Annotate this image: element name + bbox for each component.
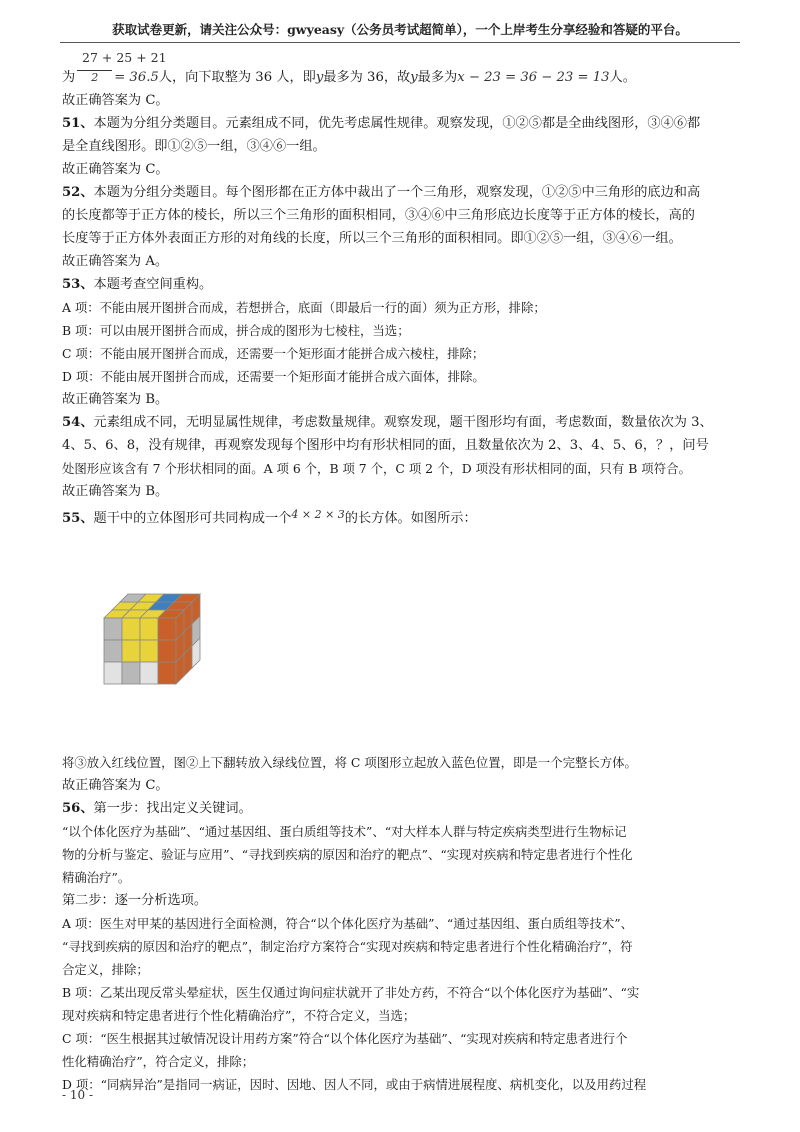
q55-answer: 故正确答案为 C。 [62, 778, 169, 793]
q54-line-3: 处图形应该含有 7 个形状相同的面。A 项 6 个，B 项 7 个，C 项 2 个，D 项没有形状相同的面，只有 B 项符合。 [62, 461, 691, 476]
q54-line-2: 4、5、6、8，没有规律，再观察发现每个图形中均有形状相同的面，且数量依次为 2、3、4、5、6，？，问号 [62, 438, 709, 453]
q52-line-1 [62, 181, 742, 204]
q56-option-a-1: A 项：医生对甲某的基因进行全面检测，符合“以个体化医疗为基础”、“通过基因组、蛋白质组等技术”、 [62, 916, 634, 931]
q53-intro-text: 本题考查空间重构。 [93, 277, 213, 292]
q52-line-3: 长度等于正方体外表面正方形的对角线的长度，所以三个三角形的面积相同。即①②⑤一组，③④⑥一组。 [62, 231, 682, 246]
q50-text-a: 人，向下取整为 36 人，即 [158, 70, 316, 85]
q50-formula: x − 23 = 36 − 23 = 13 [457, 70, 610, 85]
cuboid-front-face [104, 618, 176, 684]
q54-answer: 故正确答案为 B。 [62, 484, 169, 499]
q54-text: 元素组成不同，无明显属性规律，考虑数量规律。观察发现，题干图形均有面，考虑数面，数量依次为 3、 [93, 415, 713, 430]
page-content [62, 50, 742, 1096]
q52-number: 52、 [62, 185, 94, 200]
q54-number: 54、 [62, 415, 94, 430]
q50-line [62, 66, 742, 89]
q56-option-d-1: D 项：“同病异治”是指同一病证，因时、因地、因人不同，或由于病情进展程度、病机变化，以及用药过程 [62, 1077, 647, 1092]
q53-answer: 故正确答案为 B。 [62, 392, 169, 407]
q56-option-b-2: 现对疾病和特定患者进行个性化精确治疗”，不符合定义，当选； [62, 1008, 416, 1023]
q56-keywords-1: “以个体化医疗为基础”、“通过基因组、蛋白质组等技术”、“对大样本人群与特定疾病类型进行生物标记 [62, 824, 627, 839]
q56-option-a-2: “寻找到疾病的原因和治疗的靶点”，制定治疗方案符合“实现对疾病和特定患者进行个性化精确治疗”，符 [62, 939, 633, 954]
fraction-equals: = 36.5 [114, 70, 159, 85]
q52-line-2: 的长度都等于正方体的棱长，所以三个三角形的面积相同，③④⑥中三角形底边长度等于正方体的棱长，高的 [62, 208, 695, 223]
q51-text: 本题为分组分类题目。元素组成不同，优先考虑属性规律。观察发现，①②⑤都是全曲线图形，③④⑥都 [93, 116, 701, 131]
fraction-block [62, 50, 742, 66]
q55-explain: 将③放入红线位置，图②上下翻转放入绿线位置，将 C 项图形立起放入蓝色位置，即是一个完整长方体。 [62, 755, 637, 770]
q55-dims: 4 × 2 × 3 [291, 508, 345, 521]
q50-text-b: 最多为 36，故 [323, 70, 411, 85]
q50-text-d: 人。 [609, 70, 636, 85]
q52-answer: 故正确答案为 A。 [62, 254, 169, 269]
q53-number: 53、 [62, 277, 94, 292]
q56-step1 [62, 797, 742, 820]
q55-line-1 [62, 503, 742, 526]
fraction-numerator: 27 + 25 + 21 [82, 50, 167, 65]
q51-number: 51、 [62, 116, 94, 131]
q50-text-c: 最多为 [417, 70, 458, 85]
q52-text: 本题为分组分类题目。每个图形都在正方体中裁出了一个三角形，观察发现，①②⑤中三角形的底边和高 [93, 185, 701, 200]
q56-option-c-2: 性化精确治疗”，符合定义，排除； [62, 1054, 255, 1069]
q51-line-1 [62, 112, 742, 135]
q53-option-a: A 项：不能由展开图拼合而成，若想拼合，底面（即最后一行的面）须为正方形，排除； [62, 300, 546, 315]
header-note: 获取试卷更新，请关注公众号：gwyeasy（公务员考试超简单），一个上岸考生分享经验和答疑的平台。 [112, 22, 688, 37]
q56-number: 56、 [62, 801, 94, 816]
q55-number: 55、 [62, 511, 94, 526]
fraction-denominator: 2 [77, 70, 112, 84]
q56-option-b-1: B 项：乙某出现反常头晕症状，医生仅通过询问症状就开了非处方药，不符合“以个体化医疗为基础”、“实 [62, 985, 640, 1000]
q56-keywords-2: 物的分析与鉴定、验证与应用”、“寻找到疾病的原因和治疗的靶点”、“实现对疾病和特定患者进行个性化 [62, 847, 633, 862]
q53-option-b: B 项：可以由展开图拼合而成，拼合成的图形为七棱柱，当选； [62, 323, 410, 338]
var-y2: y [410, 70, 418, 85]
q55-text-a: 题干中的立体图形可共同构成一个 [93, 511, 292, 526]
q55-text-b: 的长方体。如图所示： [344, 511, 477, 526]
q56-step1-text: 第一步：找出定义关键词。 [93, 801, 252, 816]
q51-line-2: 是全直线图形。即①②⑤一组，③④⑥一组。 [62, 139, 326, 154]
q50-prefix: 为 [62, 70, 76, 85]
q50-answer: 故正确答案为 C。 [62, 93, 169, 108]
cuboid-figure [62, 526, 742, 751]
q53-intro [62, 273, 742, 296]
q53-option-c: C 项：不能由展开图拼合而成，还需要一个矩形面才能拼合成六棱柱，排除； [62, 346, 485, 361]
q56-keywords-3: 精确治疗”。 [62, 870, 131, 885]
q56-option-c-1: C 项：“医生根据其过敏情况设计用药方案”符合“以个体化医疗为基础”、“实现对疾病和特定患者进行个 [62, 1031, 628, 1046]
q53-option-d: D 项：不能由展开图拼合而成，还需要一个矩形面才能拼合成六面体，排除。 [62, 369, 485, 384]
q51-answer: 故正确答案为 C。 [62, 162, 169, 177]
q54-line-1 [62, 411, 742, 434]
var-y: y [315, 70, 324, 85]
page-number: - 10 - [62, 1088, 94, 1102]
q56-step2: 第二步：逐一分析选项。 [62, 893, 208, 908]
cuboid-illustration [100, 588, 230, 698]
q56-option-a-3: 合定义，排除； [62, 962, 149, 977]
header-divider [60, 42, 740, 43]
